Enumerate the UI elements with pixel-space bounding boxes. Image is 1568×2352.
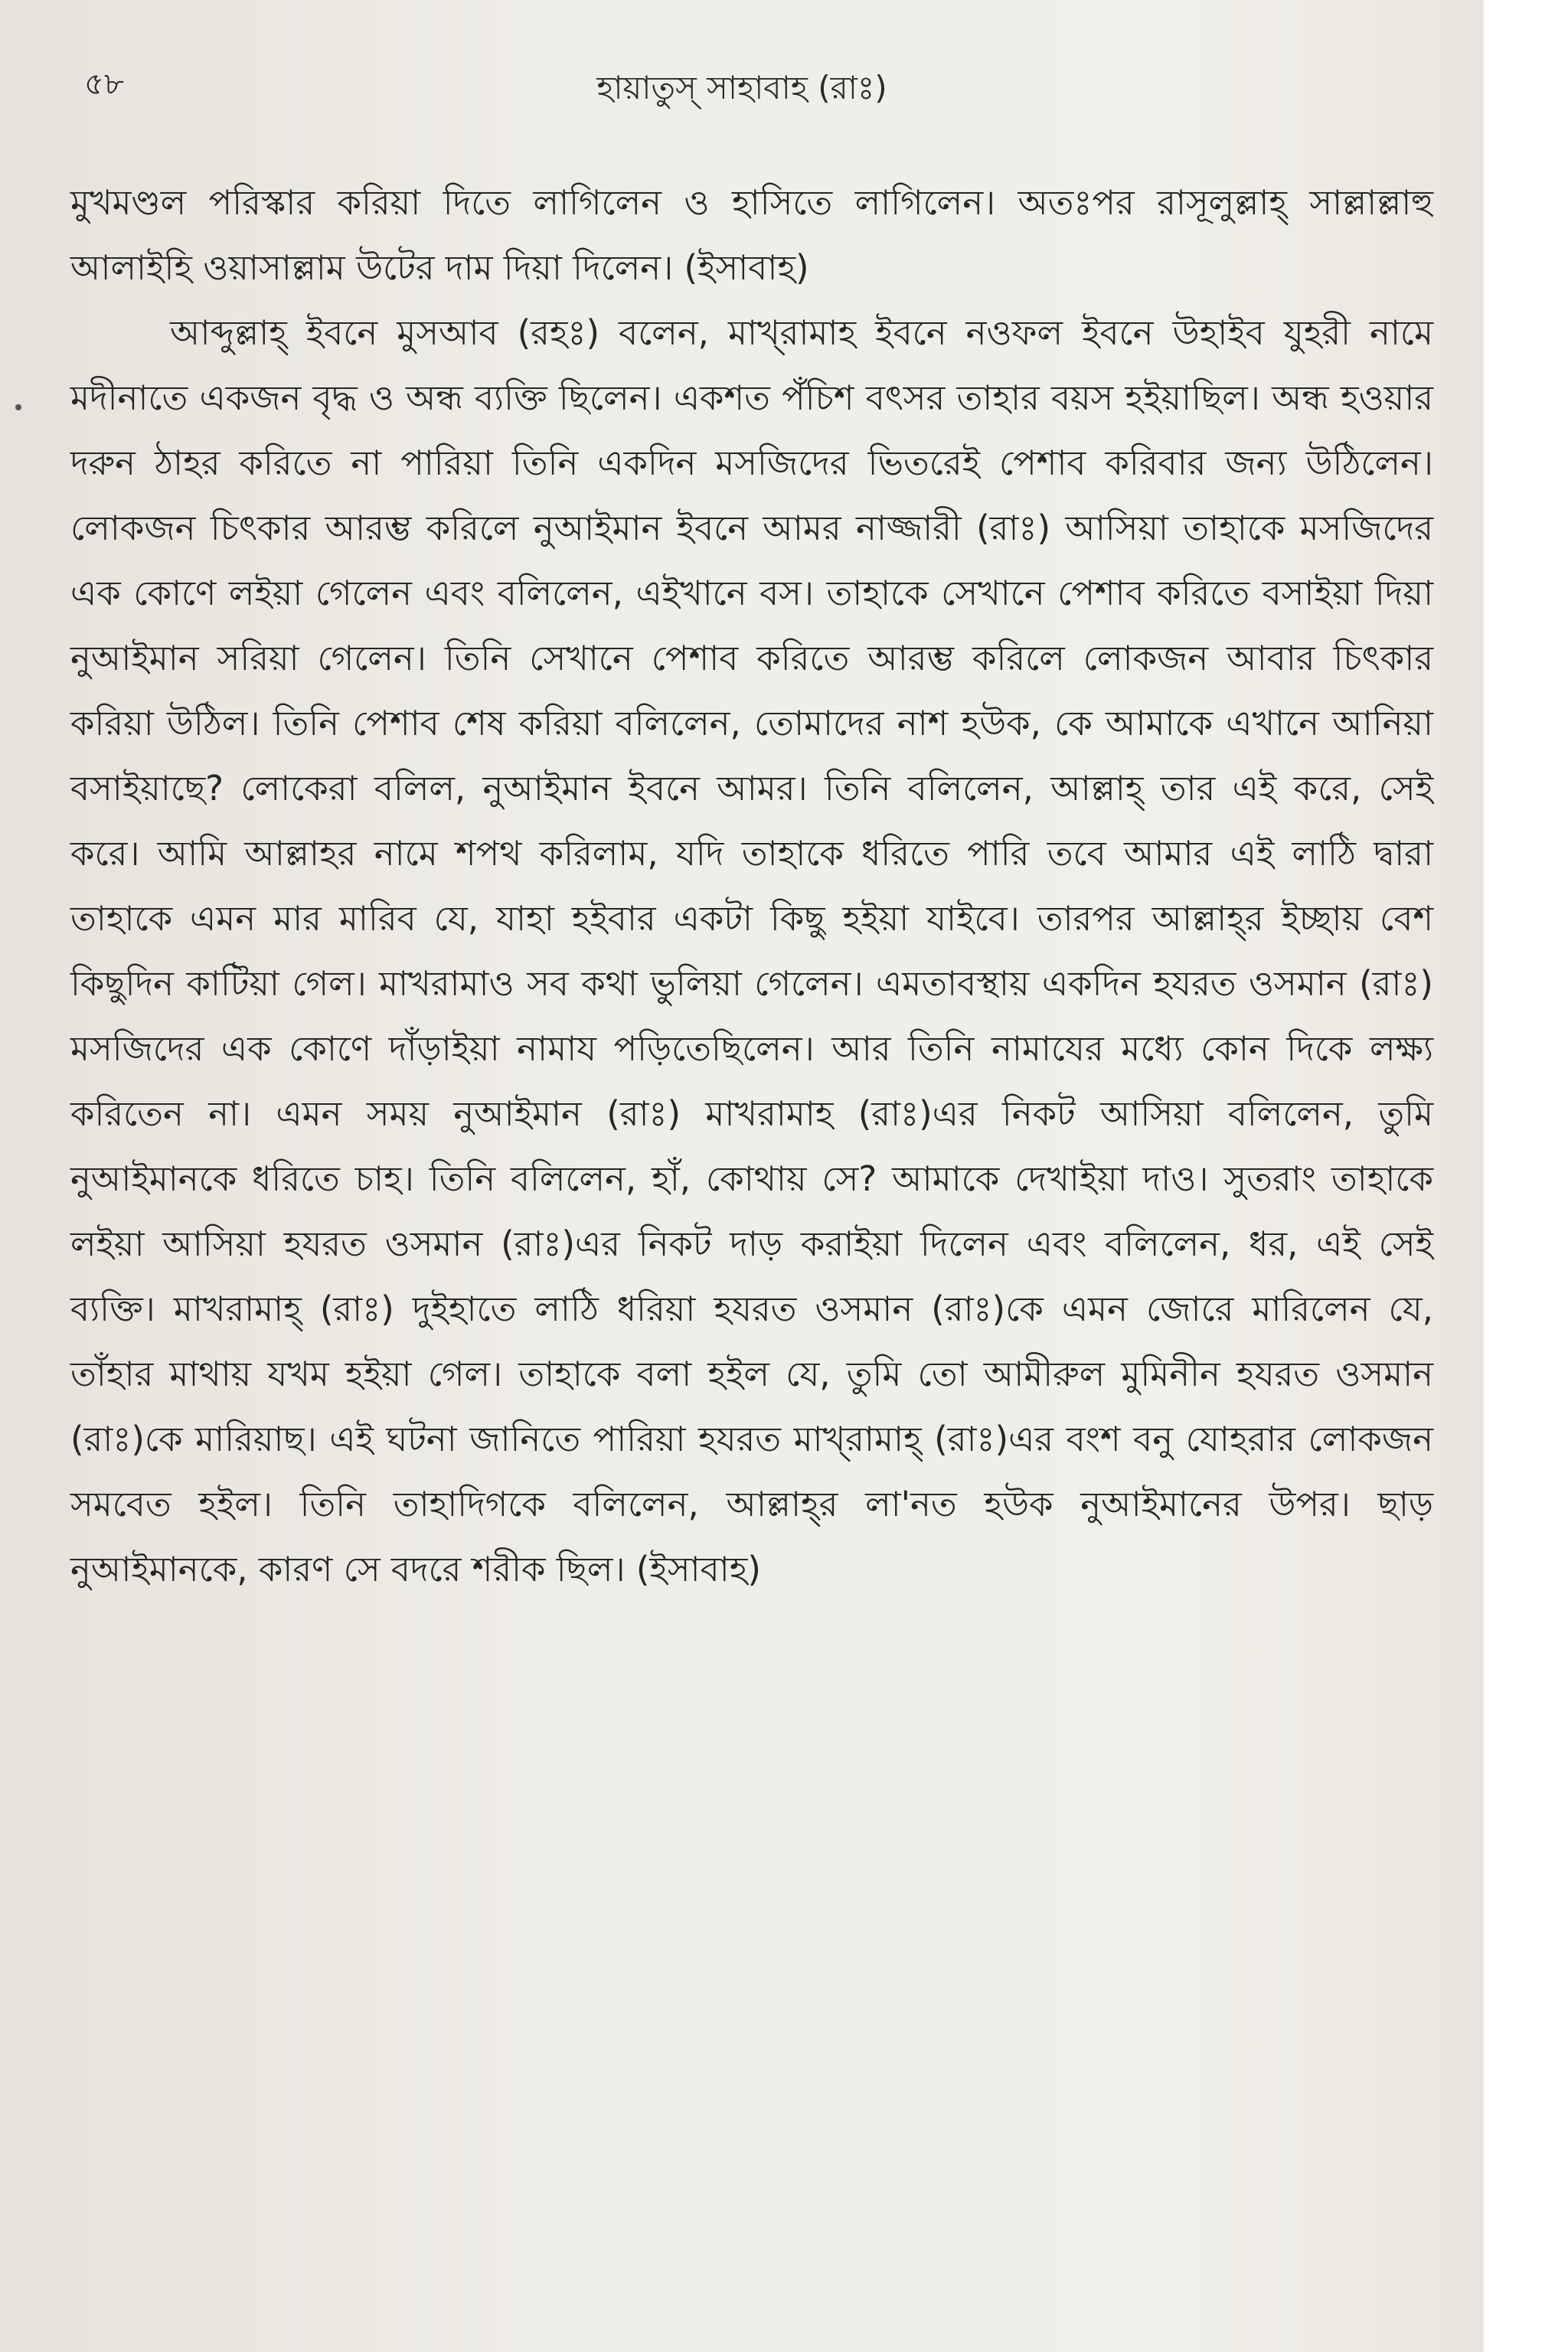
page-header	[0, 60, 1484, 121]
paragraph: মুখমণ্ডল পরিস্কার করিয়া দিতে লাগিলেন ও হাসিতে লাগিলেন। অতঃপর রাসূলুল্লাহ্ সাল্লাল্লাহু আলাইহি ওয়াসাল্লাম উটের দাম দিয়া দিলেন। (ইসাবাহ)	[70, 182, 1433, 288]
page-number: ৫৮	[84, 67, 124, 102]
body-text	[70, 170, 1433, 1602]
margin-mark	[15, 404, 21, 410]
running-title: হায়াতুস্ সাহাবাহ (রাঃ)	[596, 69, 887, 106]
paragraph: আব্দুল্লাহ্ ইবনে মুসআব (রহঃ) বলেন, মাখ্‌রামাহ ইবনে নওফল ইবনে উহাইব যুহরী নামে মদীনাতে একজন বৃদ্ধ ও অন্ধ ব্যক্তি ছিলেন। একশত পঁচিশ বৎসর তাহার বয়স হইয়াছিল। অন্ধ হওয়ার দরুন ঠাহর করিতে না পারিয়া তিনি একদিন মসজিদের ভিতরেই পেশাব করিবার জন্য উঠিলেন। লোকজন চিৎকার আরম্ভ করিলে নুআইমান ইবনে আমর নাজ্জারী (রাঃ) আসিয়া তাহাকে মসজিদের এক কোণে লইয়া গেলেন এবং বলিলেন, এইখানে বস। তাহাকে সেখানে পেশাব করিতে বসাইয়া দিয়া নুআইমান সরিয়া গেলেন। তিনি সেখানে পেশাব করিতে আরম্ভ করিলে লোকজন আবার চিৎকার করিয়া উঠিল। তিনি পেশাব শেষ করিয়া বলিলেন, তোমাদের নাশ হউক, কে আমাকে এখানে আনিয়া বসাইয়াছে? লোকেরা বলিল, নুআইমান ইবনে আমর। তিনি বলিলেন, আল্লাহ্ তার এই করে, সেই করে। আমি আল্লাহর নামে শপথ করিলাম, যদি তাহাকে ধরিতে পারি তবে আমার এই লাঠি দ্বারা তাহাকে এমন মার মারিব যে, যাহা হইবার একটা কিছু হইয়া যাইবে। তারপর আল্লাহ্‌র ইচ্ছায় বেশ কিছুদিন কাটিয়া গেল। মাখরামাও সব কথা ভুলিয়া গেলেন। এমতাবস্থায় একদিন হযরত ওসমান (রাঃ) মসজিদের এক কোণে দাঁড়াইয়া নামায পড়িতেছিলেন। আর তিনি নামাযের মধ্যে কোন দিকে লক্ষ্য করিতেন না। এমন সময় নুআইমান (রাঃ) মাখরামাহ (রাঃ)এর নিকট আসিয়া বলিলেন, তুমি নুআইমানকে ধরিতে চাহ। তিনি বলিলেন, হাঁ, কোথায় সে? আমাকে দেখাইয়া দাও। সুতরাং তাহাকে লইয়া আসিয়া হযরত ওসমান (রাঃ)এর নিকট দাড় করাইয়া দিলেন এবং বলিলেন, ধর, এই সেই ব্যক্তি। মাখরামাহ্ (রাঃ) দুইহাতে লাঠি ধরিয়া হযরত ওসমান (রাঃ)কে এমন জোরে মারিলেন যে, তাঁহার মাথায় যখম হইয়া গেল। তাহাকে বলা হইল যে, তুমি তো আমীরুল মুমিনীন হযরত ওসমান (রাঃ)কে মারিয়াছ। এই ঘটনা জানিতে পারিয়া হযরত মাখ্‌রামাহ্ (রাঃ)এর বংশ বনু যোহরার লোকজন সমবেত হইল। তিনি তাহাদিগকে বলিলেন, আল্লাহ্‌র লা'নত হউক নুআইমানের উপর। ছাড় নুআইমানকে, কারণ সে বদরে শরীক ছিল। (ইসাবাহ)	[70, 312, 1433, 1589]
scan-margin	[1484, 0, 1568, 2352]
